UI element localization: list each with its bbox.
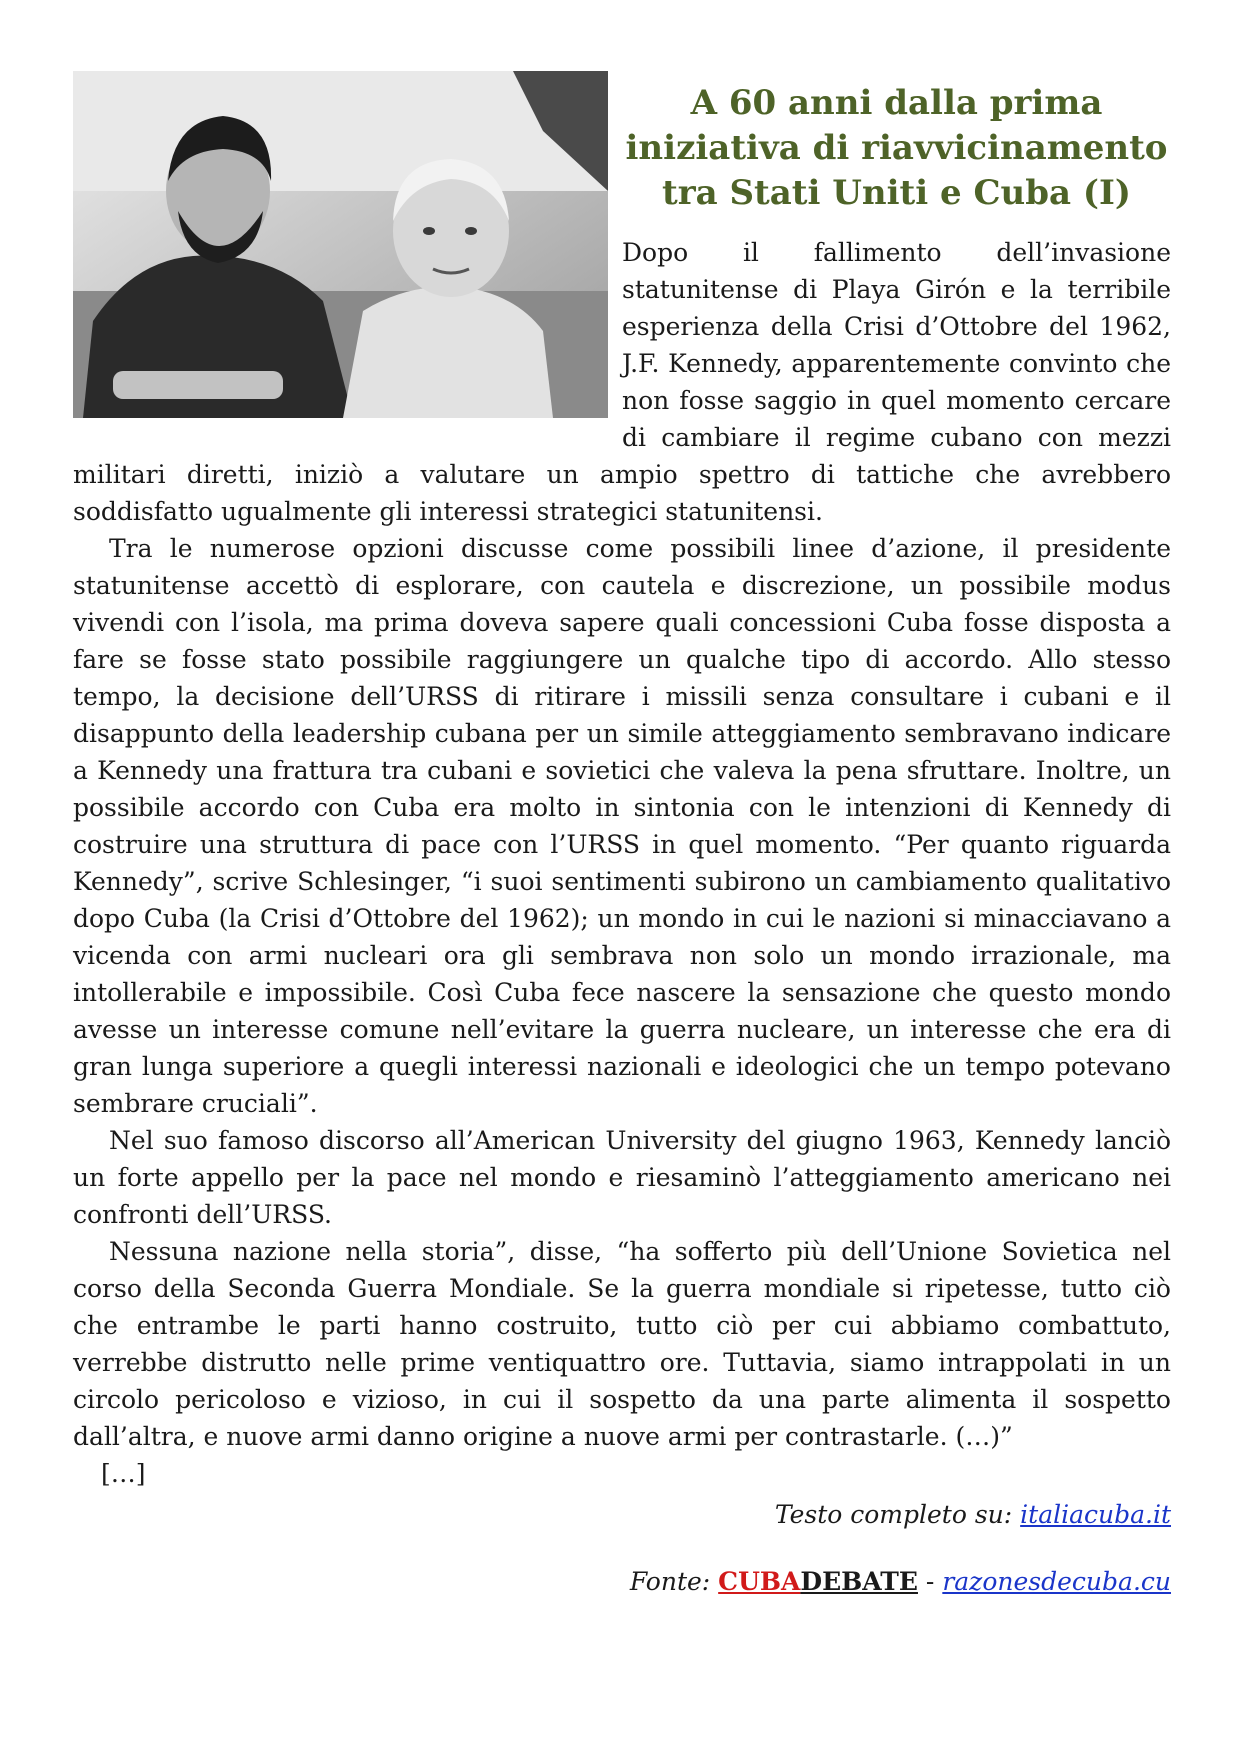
article-paragraph: Tra le numerose opzioni discusse come possibili linee d’azione, il presidente statunitense accettò di esplorare, con cautela e discrezione, un possibile modus vivendi con l’isola, ma prima doveva sapere quali concessioni Cuba fosse disposta a fare se fosse stato possibile raggiungere un qualche tipo di accordo. Allo stesso tempo, la decisione dell’URSS di ritirare i missili senza consultare i cubani e il disappunto della leadership cubana per un simile atteggiamento sembravano indicare a Kennedy una frattura tra cubani e sovietici che valeva la pena sfruttare. Inoltre, un possibile accordo con Cuba era molto in sintonia con le intenzioni di Kennedy di costruire una struttura di pace con l’URSS in quel momento. “Per quanto riguarda Kennedy”, scrive Schlesinger, “i suoi sentimenti subirono un cambiamento qualitativo dopo Cuba (la Crisi d’Ottobre del 1962); un mondo in cui le nazioni si minacciavano a vicenda con armi nucleari ora gli sembrava non solo un mondo irrazionale, ma intollerabile e impossibile. Così Cuba fece nascere la sensazione che questo mondo avesse un interesse comune nell’evitare la guerra nucleare, un interesse che era di gran lunga superiore a quegli interessi nazionali e ideologici che un tempo potevano sembrare cruciali”. — [73, 534, 1171, 1118]
article-ellipsis: […] — [101, 1459, 146, 1488]
source-separator: - — [925, 1567, 935, 1596]
title-line: iniziativa di riavvicinamento — [625, 128, 1168, 168]
cubadebate-logo-text — [718, 1567, 918, 1596]
article-photo — [73, 71, 608, 418]
article-paragraph: Dopo il fallimento dell’invasione statunitense di Playa Girón e la terribile esperienza della Crisi d’Ottobre del 1962, J.F. Kennedy, apparentemente convinto che non fosse saggio in quel momento cercare di cambiare il regime cubano con mezzi militari diretti, iniziò a valutare un ampio spettro di tattiche che avrebbero soddisfatto ugualmente gli interessi strategici statunitensi. — [73, 238, 1171, 526]
razonesdecuba-link[interactable]: razonesdecuba.cu — [942, 1567, 1171, 1596]
article-paragraph: Nessuna nazione nella storia”, disse, “ha sofferto più dell’Unione Sovietica nel corso della Seconda Guerra Mondiale. Se la guerra mondiale si ripetesse, tutto ciò che entrambe le parti hanno costruito, tutto ciò per cui abbiamo combattuto, verrebbe distrutto nelle prime ventiquattro ore. Tuttavia, siamo intrappolati in un circolo pericoloso e vizioso, in cui il sospetto da una parte alimenta il sospetto dall’altra, e nuove armi danno origine a nuove armi per contrastarle. (…)” — [73, 1237, 1171, 1451]
article-paragraph: Nel suo famoso discorso all’American University del giugno 1963, Kennedy lanciò un forte appello per la pace nel mondo e riesaminò l’atteggiamento americano nei confronti dell’URSS. — [73, 1126, 1171, 1229]
cubadebate-debate-text: DEBATE — [800, 1567, 918, 1596]
photo-image — [73, 71, 608, 418]
cubadebate-cuba-text: CUBA — [718, 1567, 801, 1596]
source-credit — [73, 1563, 1171, 1600]
full-text-label: Testo completo su: — [774, 1500, 1013, 1529]
title-line: tra Stati Uniti e Cuba (I) — [662, 173, 1131, 213]
title-line: A 60 anni dalla prima — [690, 83, 1103, 123]
full-text-credit — [73, 1496, 1171, 1533]
italiacuba-link[interactable]: italiacuba.it — [1020, 1500, 1171, 1529]
source-label: Fonte: — [629, 1567, 711, 1596]
